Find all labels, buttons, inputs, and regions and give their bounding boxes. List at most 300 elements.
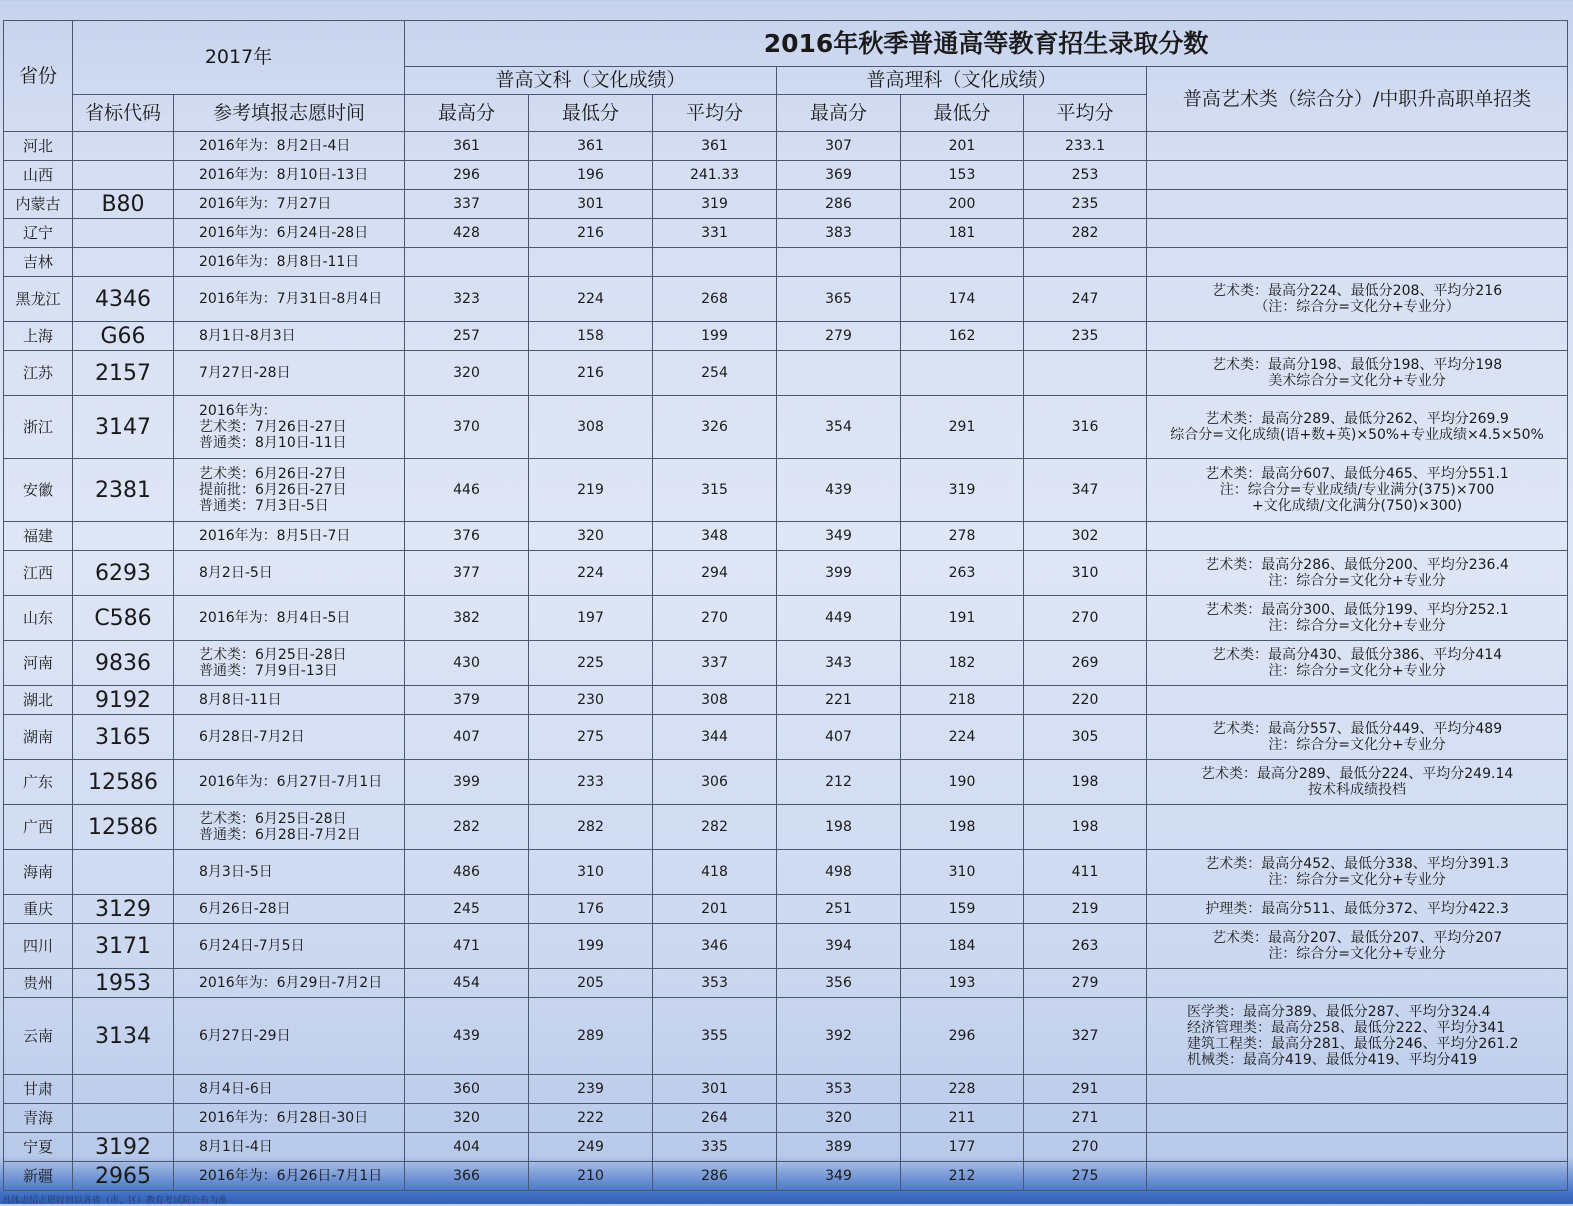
table-row bbox=[4, 551, 1568, 596]
code-cell bbox=[73, 132, 174, 161]
header-wenke-avg: 平均分 bbox=[653, 95, 777, 132]
wenke-min-cell: 224 bbox=[529, 277, 653, 322]
code-cell: G66 bbox=[73, 322, 174, 351]
wenke-avg-cell: 326 bbox=[653, 396, 777, 459]
header-like-max: 最高分 bbox=[777, 95, 901, 132]
code-cell: 9836 bbox=[73, 641, 174, 686]
like-max-cell: 449 bbox=[777, 596, 901, 641]
wenke-avg-cell: 254 bbox=[653, 351, 777, 396]
time-cell bbox=[174, 522, 405, 551]
time-cell bbox=[174, 551, 405, 596]
note-line: 注：综合分=文化分+专业分 bbox=[1268, 573, 1446, 589]
province-cell: 山西 bbox=[4, 161, 73, 190]
code-cell: B80 bbox=[73, 190, 174, 219]
art-note-cell bbox=[1147, 459, 1568, 522]
art-note-cell bbox=[1147, 522, 1568, 551]
like-avg-cell: 282 bbox=[1024, 219, 1147, 248]
wenke-max-cell: 360 bbox=[405, 1075, 529, 1104]
province-cell: 江西 bbox=[4, 551, 73, 596]
wenke-max-cell: 257 bbox=[405, 322, 529, 351]
time-cell bbox=[174, 1162, 405, 1191]
table-row bbox=[4, 190, 1568, 219]
table-row bbox=[4, 1075, 1568, 1104]
art-note-cell bbox=[1147, 351, 1568, 396]
wenke-min-cell: 222 bbox=[529, 1104, 653, 1133]
wenke-min-cell: 205 bbox=[529, 969, 653, 998]
like-avg-cell: 279 bbox=[1024, 969, 1147, 998]
time-cell bbox=[174, 351, 405, 396]
like-max-cell: 286 bbox=[777, 190, 901, 219]
note-line: 注：综合分=专业成绩/专业满分(375)×700 bbox=[1219, 482, 1495, 498]
note-line: 艺术类：最高分607、最低分465、平均分551.1 bbox=[1205, 466, 1509, 482]
header-wenke-max: 最高分 bbox=[405, 95, 529, 132]
wenke-max-cell: 399 bbox=[405, 760, 529, 805]
wenke-avg-cell bbox=[653, 248, 777, 277]
like-max-cell: 307 bbox=[777, 132, 901, 161]
wenke-avg-cell: 418 bbox=[653, 850, 777, 895]
code-cell: 9192 bbox=[73, 686, 174, 715]
note-line: （注：综合分=文化分+专业分） bbox=[1254, 299, 1460, 315]
code-cell: 6293 bbox=[73, 551, 174, 596]
table-body bbox=[4, 132, 1568, 1191]
art-note-cell bbox=[1147, 322, 1568, 351]
art-note-cell bbox=[1147, 161, 1568, 190]
code-cell: 3165 bbox=[73, 715, 174, 760]
like-avg-cell: 198 bbox=[1024, 805, 1147, 850]
like-max-cell: 392 bbox=[777, 998, 901, 1075]
code-cell bbox=[73, 1104, 174, 1133]
wenke-max-cell: 337 bbox=[405, 190, 529, 219]
like-max-cell: 349 bbox=[777, 1162, 901, 1191]
table-row bbox=[4, 596, 1568, 641]
time-line: 2016年为：6月26日-7月1日 bbox=[199, 1168, 383, 1184]
like-max-cell: 389 bbox=[777, 1133, 901, 1162]
like-min-cell: 181 bbox=[901, 219, 1024, 248]
like-avg-cell: 305 bbox=[1024, 715, 1147, 760]
like-min-cell: 184 bbox=[901, 924, 1024, 969]
like-min-cell: 162 bbox=[901, 322, 1024, 351]
like-min-cell: 212 bbox=[901, 1162, 1024, 1191]
wenke-min-cell: 197 bbox=[529, 596, 653, 641]
time-cell bbox=[174, 396, 405, 459]
like-max-cell: 369 bbox=[777, 161, 901, 190]
province-cell: 甘肃 bbox=[4, 1075, 73, 1104]
footer-note: 具体志招志愿时间以各省（市、区）教育考试院公布为准 bbox=[2, 1196, 228, 1206]
time-cell bbox=[174, 760, 405, 805]
table-row bbox=[4, 219, 1568, 248]
wenke-min-cell: 196 bbox=[529, 161, 653, 190]
time-line: 普通类：8月10日-11日 bbox=[199, 435, 347, 451]
wenke-avg-cell: 241.33 bbox=[653, 161, 777, 190]
art-note-cell bbox=[1147, 686, 1568, 715]
like-max-cell: 365 bbox=[777, 277, 901, 322]
province-cell: 湖北 bbox=[4, 686, 73, 715]
note-line: 机械类：最高分419、最低分419、平均分419 bbox=[1187, 1052, 1478, 1068]
table-row bbox=[4, 969, 1568, 998]
wenke-min-cell: 361 bbox=[529, 132, 653, 161]
code-cell: 12586 bbox=[73, 805, 174, 850]
code-cell: 4346 bbox=[73, 277, 174, 322]
note-line: 经济管理类：最高分258、最低分222、平均分341 bbox=[1187, 1020, 1506, 1036]
like-avg-cell: 220 bbox=[1024, 686, 1147, 715]
wenke-avg-cell: 315 bbox=[653, 459, 777, 522]
like-max-cell: 383 bbox=[777, 219, 901, 248]
time-line: 2016年为：8月8日-11日 bbox=[199, 254, 360, 270]
like-avg-cell: 263 bbox=[1024, 924, 1147, 969]
table-row bbox=[4, 459, 1568, 522]
time-cell bbox=[174, 322, 405, 351]
time-line: 8月3日-5日 bbox=[199, 864, 273, 880]
wenke-max-cell: 407 bbox=[405, 715, 529, 760]
art-note-cell bbox=[1147, 924, 1568, 969]
wenke-min-cell: 233 bbox=[529, 760, 653, 805]
time-cell bbox=[174, 805, 405, 850]
note-line: 建筑工程类：最高分281、最低分246、平均分261.2 bbox=[1187, 1036, 1519, 1052]
wenke-avg-cell: 294 bbox=[653, 551, 777, 596]
time-cell bbox=[174, 459, 405, 522]
note-line: 艺术类：最高分207、最低分207、平均分207 bbox=[1211, 930, 1503, 946]
art-note-cell bbox=[1147, 190, 1568, 219]
wenke-min-cell: 308 bbox=[529, 396, 653, 459]
table-row bbox=[4, 895, 1568, 924]
wenke-max-cell: 323 bbox=[405, 277, 529, 322]
wenke-max-cell: 376 bbox=[405, 522, 529, 551]
like-avg-cell: 270 bbox=[1024, 596, 1147, 641]
wenke-max-cell: 404 bbox=[405, 1133, 529, 1162]
art-note-cell bbox=[1147, 277, 1568, 322]
wenke-avg-cell: 331 bbox=[653, 219, 777, 248]
wenke-max-cell: 377 bbox=[405, 551, 529, 596]
code-cell: 3129 bbox=[73, 895, 174, 924]
code-cell: 1953 bbox=[73, 969, 174, 998]
header-wenke: 普高文科（文化成绩） bbox=[405, 67, 777, 95]
header-like-min: 最低分 bbox=[901, 95, 1024, 132]
time-line: 2016年为：6月27日-7月1日 bbox=[199, 774, 383, 790]
note-line: 注：综合分=文化分+专业分 bbox=[1268, 663, 1446, 679]
time-line: 8月1日-4日 bbox=[199, 1139, 273, 1155]
like-avg-cell: 310 bbox=[1024, 551, 1147, 596]
like-avg-cell: 347 bbox=[1024, 459, 1147, 522]
art-note-cell bbox=[1147, 596, 1568, 641]
time-line: 2016年为：8月5日-7日 bbox=[199, 528, 351, 544]
like-max-cell bbox=[777, 248, 901, 277]
wenke-min-cell: 216 bbox=[529, 219, 653, 248]
time-cell bbox=[174, 132, 405, 161]
table-row bbox=[4, 1162, 1568, 1191]
like-min-cell: 201 bbox=[901, 132, 1024, 161]
time-line: 艺术类：6月26日-27日 bbox=[199, 466, 347, 482]
province-cell: 安徽 bbox=[4, 459, 73, 522]
wenke-min-cell: 310 bbox=[529, 850, 653, 895]
like-min-cell: 263 bbox=[901, 551, 1024, 596]
header-wenke-min: 最低分 bbox=[529, 95, 653, 132]
table-row bbox=[4, 686, 1568, 715]
province-cell: 四川 bbox=[4, 924, 73, 969]
code-cell: 2381 bbox=[73, 459, 174, 522]
art-note-cell bbox=[1147, 895, 1568, 924]
time-line: 6月26日-28日 bbox=[199, 901, 291, 917]
time-line: 6月24日-7月5日 bbox=[199, 938, 305, 954]
note-line: 艺术类：最高分289、最低分262、平均分269.9 bbox=[1205, 411, 1509, 427]
wenke-min-cell: 219 bbox=[529, 459, 653, 522]
code-cell bbox=[73, 522, 174, 551]
time-line: 8月1日-8月3日 bbox=[199, 328, 296, 344]
like-min-cell: 159 bbox=[901, 895, 1024, 924]
province-cell: 上海 bbox=[4, 322, 73, 351]
like-min-cell: 198 bbox=[901, 805, 1024, 850]
art-note-cell bbox=[1147, 850, 1568, 895]
note-line: 艺术类：最高分452、最低分338、平均分391.3 bbox=[1205, 856, 1509, 872]
province-cell: 湖南 bbox=[4, 715, 73, 760]
province-cell: 吉林 bbox=[4, 248, 73, 277]
wenke-min-cell: 176 bbox=[529, 895, 653, 924]
like-avg-cell bbox=[1024, 351, 1147, 396]
table-row bbox=[4, 641, 1568, 686]
time-line: 2016年为： bbox=[199, 403, 277, 419]
wenke-max-cell: 320 bbox=[405, 351, 529, 396]
code-cell: 3171 bbox=[73, 924, 174, 969]
note-line: 医学类：最高分389、最低分287、平均分324.4 bbox=[1187, 1004, 1491, 1020]
time-line: 2016年为：8月2日-4日 bbox=[199, 138, 351, 154]
like-min-cell: 153 bbox=[901, 161, 1024, 190]
province-cell: 浙江 bbox=[4, 396, 73, 459]
time-cell bbox=[174, 190, 405, 219]
wenke-avg-cell: 344 bbox=[653, 715, 777, 760]
wenke-avg-cell: 361 bbox=[653, 132, 777, 161]
wenke-max-cell bbox=[405, 248, 529, 277]
art-note-cell bbox=[1147, 1104, 1568, 1133]
wenke-avg-cell: 337 bbox=[653, 641, 777, 686]
province-cell: 宁夏 bbox=[4, 1133, 73, 1162]
art-note-cell bbox=[1147, 760, 1568, 805]
time-line: 艺术类：6月25日-28日 bbox=[199, 811, 347, 827]
time-cell bbox=[174, 895, 405, 924]
wenke-max-cell: 366 bbox=[405, 1162, 529, 1191]
time-line: 普通类：7月3日-5日 bbox=[199, 498, 329, 514]
wenke-avg-cell: 268 bbox=[653, 277, 777, 322]
note-line: 注：综合分=文化分+专业分 bbox=[1268, 737, 1446, 753]
province-cell: 新疆 bbox=[4, 1162, 73, 1191]
time-cell bbox=[174, 969, 405, 998]
wenke-avg-cell: 199 bbox=[653, 322, 777, 351]
province-cell: 福建 bbox=[4, 522, 73, 551]
like-avg-cell: 235 bbox=[1024, 190, 1147, 219]
code-cell: C586 bbox=[73, 596, 174, 641]
code-cell: 2965 bbox=[73, 1162, 174, 1191]
code-cell: 2157 bbox=[73, 351, 174, 396]
like-avg-cell: 302 bbox=[1024, 522, 1147, 551]
time-line: 8月8日-11日 bbox=[199, 692, 282, 708]
like-max-cell: 221 bbox=[777, 686, 901, 715]
like-avg-cell: 411 bbox=[1024, 850, 1147, 895]
time-cell bbox=[174, 998, 405, 1075]
time-cell bbox=[174, 277, 405, 322]
like-avg-cell: 327 bbox=[1024, 998, 1147, 1075]
time-line: 6月27日-29日 bbox=[199, 1028, 291, 1044]
province-cell: 重庆 bbox=[4, 895, 73, 924]
wenke-max-cell: 439 bbox=[405, 998, 529, 1075]
art-note-cell bbox=[1147, 641, 1568, 686]
note-line: 艺术类：最高分557、最低分449、平均分489 bbox=[1211, 721, 1503, 737]
admission-score-table bbox=[3, 20, 1568, 1191]
time-cell bbox=[174, 219, 405, 248]
code-cell: 3134 bbox=[73, 998, 174, 1075]
wenke-avg-cell: 308 bbox=[653, 686, 777, 715]
wenke-avg-cell: 355 bbox=[653, 998, 777, 1075]
province-cell: 河南 bbox=[4, 641, 73, 686]
table-row bbox=[4, 760, 1568, 805]
time-cell bbox=[174, 850, 405, 895]
art-note-cell bbox=[1147, 219, 1568, 248]
note-line: 综合分=文化成绩(语+数+英)×50%+专业成绩×4.5×50% bbox=[1170, 427, 1544, 443]
time-line: 8月2日-5日 bbox=[199, 565, 273, 581]
like-avg-cell: 275 bbox=[1024, 1162, 1147, 1191]
note-line: 艺术类：最高分430、最低分386、平均分414 bbox=[1211, 647, 1503, 663]
wenke-max-cell: 382 bbox=[405, 596, 529, 641]
wenke-max-cell: 471 bbox=[405, 924, 529, 969]
time-line: 8月4日-6日 bbox=[199, 1081, 273, 1097]
like-max-cell: 251 bbox=[777, 895, 901, 924]
like-min-cell: 278 bbox=[901, 522, 1024, 551]
table-row bbox=[4, 924, 1568, 969]
province-cell: 山东 bbox=[4, 596, 73, 641]
time-cell bbox=[174, 596, 405, 641]
like-min-cell: 310 bbox=[901, 850, 1024, 895]
table-row bbox=[4, 522, 1568, 551]
table-row bbox=[4, 277, 1568, 322]
wenke-avg-cell: 286 bbox=[653, 1162, 777, 1191]
time-cell bbox=[174, 1075, 405, 1104]
time-line: 2016年为：6月29日-7月2日 bbox=[199, 975, 383, 991]
wenke-max-cell: 428 bbox=[405, 219, 529, 248]
time-cell bbox=[174, 686, 405, 715]
header-art: 普高艺术类（综合分）/中职升高职单招类 bbox=[1147, 67, 1568, 132]
table-row bbox=[4, 998, 1568, 1075]
time-line: 2016年为：7月27日 bbox=[199, 196, 332, 212]
wenke-min-cell bbox=[529, 248, 653, 277]
like-max-cell: 394 bbox=[777, 924, 901, 969]
province-cell: 河北 bbox=[4, 132, 73, 161]
header-year-2017: 2017年 bbox=[73, 21, 405, 95]
header-province: 省份 bbox=[4, 21, 73, 132]
table-row bbox=[4, 396, 1568, 459]
like-min-cell: 291 bbox=[901, 396, 1024, 459]
wenke-min-cell: 301 bbox=[529, 190, 653, 219]
like-min-cell: 319 bbox=[901, 459, 1024, 522]
like-min-cell: 296 bbox=[901, 998, 1024, 1075]
table-row bbox=[4, 132, 1568, 161]
like-avg-cell: 316 bbox=[1024, 396, 1147, 459]
like-max-cell bbox=[777, 351, 901, 396]
time-cell bbox=[174, 1104, 405, 1133]
like-max-cell: 407 bbox=[777, 715, 901, 760]
table-row bbox=[4, 161, 1568, 190]
like-min-cell: 218 bbox=[901, 686, 1024, 715]
province-cell: 辽宁 bbox=[4, 219, 73, 248]
table-row bbox=[4, 805, 1568, 850]
header-like-avg: 平均分 bbox=[1024, 95, 1147, 132]
art-note-cell bbox=[1147, 969, 1568, 998]
wenke-min-cell: 230 bbox=[529, 686, 653, 715]
wenke-avg-cell: 348 bbox=[653, 522, 777, 551]
wenke-avg-cell: 346 bbox=[653, 924, 777, 969]
like-avg-cell bbox=[1024, 248, 1147, 277]
like-avg-cell: 269 bbox=[1024, 641, 1147, 686]
wenke-min-cell: 289 bbox=[529, 998, 653, 1075]
time-line: 2016年为：8月4日-5日 bbox=[199, 610, 351, 626]
like-max-cell: 354 bbox=[777, 396, 901, 459]
wenke-max-cell: 361 bbox=[405, 132, 529, 161]
table-row bbox=[4, 1104, 1568, 1133]
header-code: 省标代码 bbox=[73, 95, 174, 132]
wenke-min-cell: 239 bbox=[529, 1075, 653, 1104]
province-cell: 广西 bbox=[4, 805, 73, 850]
wenke-min-cell: 225 bbox=[529, 641, 653, 686]
wenke-min-cell: 216 bbox=[529, 351, 653, 396]
province-cell: 青海 bbox=[4, 1104, 73, 1133]
time-line: 艺术类：7月26日-27日 bbox=[199, 419, 347, 435]
like-min-cell: 224 bbox=[901, 715, 1024, 760]
art-note-cell bbox=[1147, 1162, 1568, 1191]
note-line: 艺术类：最高分289、最低分224、平均分249.14 bbox=[1200, 766, 1514, 782]
art-note-cell bbox=[1147, 715, 1568, 760]
like-min-cell: 177 bbox=[901, 1133, 1024, 1162]
wenke-max-cell: 296 bbox=[405, 161, 529, 190]
time-line: 2016年为：8月10日-13日 bbox=[199, 167, 369, 183]
time-cell bbox=[174, 1133, 405, 1162]
note-line: 艺术类：最高分198、最低分198、平均分198 bbox=[1211, 357, 1503, 373]
wenke-min-cell: 275 bbox=[529, 715, 653, 760]
table-row bbox=[4, 248, 1568, 277]
wenke-min-cell: 224 bbox=[529, 551, 653, 596]
code-cell bbox=[73, 248, 174, 277]
time-line: 2016年为：6月28日-30日 bbox=[199, 1110, 369, 1126]
wenke-min-cell: 320 bbox=[529, 522, 653, 551]
time-line: 提前批：6月26日-27日 bbox=[199, 482, 347, 498]
art-note-cell bbox=[1147, 132, 1568, 161]
like-max-cell: 349 bbox=[777, 522, 901, 551]
wenke-min-cell: 249 bbox=[529, 1133, 653, 1162]
wenke-avg-cell: 353 bbox=[653, 969, 777, 998]
province-cell: 海南 bbox=[4, 850, 73, 895]
province-cell: 云南 bbox=[4, 998, 73, 1075]
like-avg-cell: 271 bbox=[1024, 1104, 1147, 1133]
wenke-max-cell: 320 bbox=[405, 1104, 529, 1133]
art-note-cell bbox=[1147, 998, 1568, 1075]
time-cell bbox=[174, 924, 405, 969]
like-max-cell: 279 bbox=[777, 322, 901, 351]
art-note-cell bbox=[1147, 1075, 1568, 1104]
like-min-cell: 191 bbox=[901, 596, 1024, 641]
wenke-min-cell: 199 bbox=[529, 924, 653, 969]
wenke-max-cell: 245 bbox=[405, 895, 529, 924]
like-min-cell: 182 bbox=[901, 641, 1024, 686]
art-note-cell bbox=[1147, 248, 1568, 277]
like-min-cell: 211 bbox=[901, 1104, 1024, 1133]
code-cell bbox=[73, 219, 174, 248]
art-note-cell bbox=[1147, 551, 1568, 596]
table-title: 2016年秋季普通高等教育招生录取分数 bbox=[405, 21, 1568, 67]
time-cell bbox=[174, 161, 405, 190]
table-row bbox=[4, 322, 1568, 351]
time-line: 普通类：7月9日-13日 bbox=[199, 663, 338, 679]
like-max-cell: 498 bbox=[777, 850, 901, 895]
wenke-avg-cell: 335 bbox=[653, 1133, 777, 1162]
wenke-max-cell: 446 bbox=[405, 459, 529, 522]
like-avg-cell: 291 bbox=[1024, 1075, 1147, 1104]
wenke-max-cell: 370 bbox=[405, 396, 529, 459]
note-line: 美术综合分=文化分+专业分 bbox=[1268, 373, 1446, 389]
